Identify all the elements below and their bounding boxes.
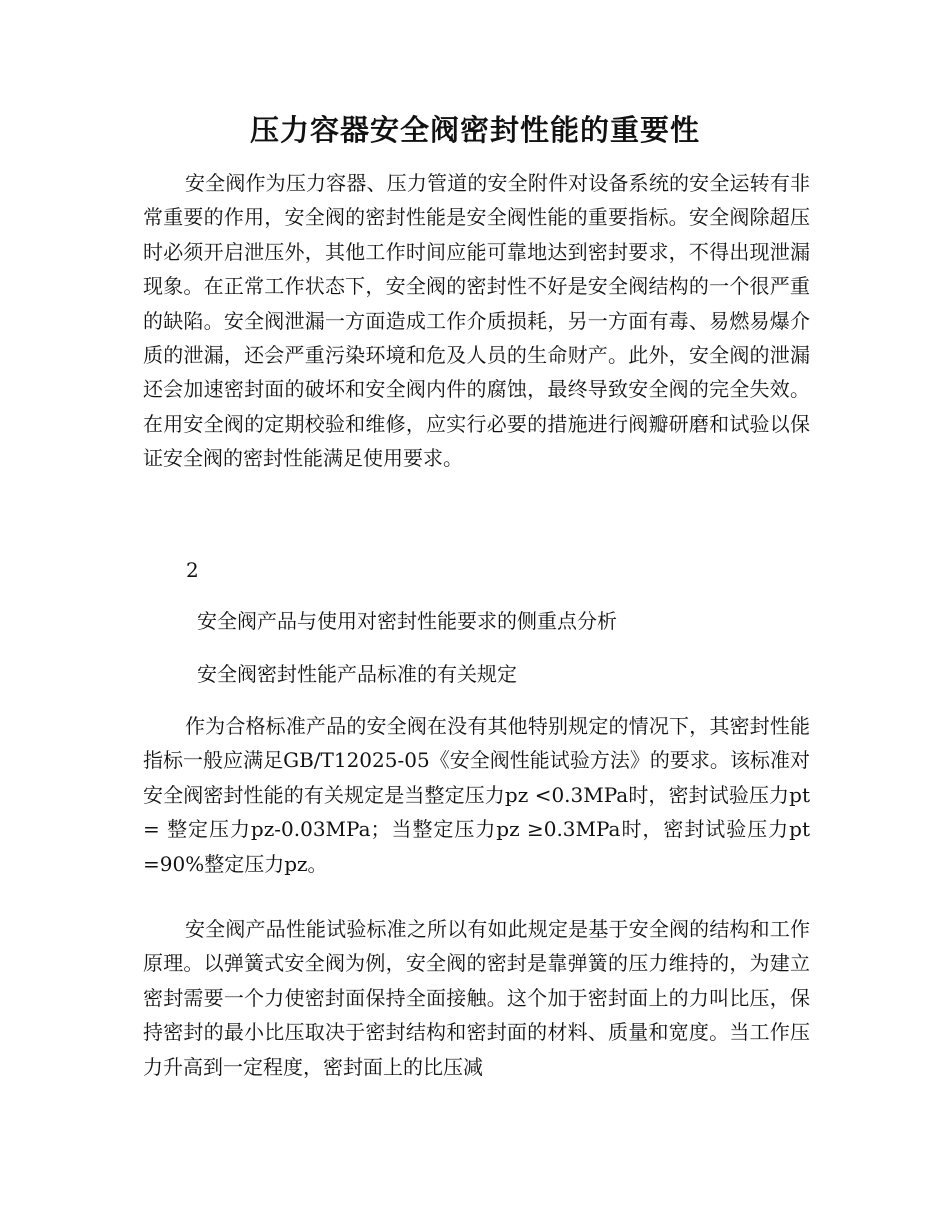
section-number: 2 [186, 558, 199, 582]
subheading-analysis: 安全阀产品与使用对密封性能要求的侧重点分析 [197, 609, 617, 633]
document-title: 压力容器安全阀密封性能的重要性 [249, 113, 700, 147]
subheading-standard: 安全阀密封性能产品标准的有关规定 [197, 662, 517, 686]
principle-paragraph: 安全阀产品性能试验标准之所以有如此规定是基于安全阀的结构和工作原理。以弹簧式安全阀为例，安全阀的密封是靠弹簧的压力维持的，为建立密封需要一个力使密封面保持全面接触。这个加于密封面上的力叫比压，保持密封的最小比压取决于密封结构和密封面的材料、质量和宽度。当工作压力升高到一定程度，密封面上的比压减 [143, 917, 810, 1079]
standard-paragraph: 作为合格标准产品的安全阀在没有其他特别规定的情况下，其密封性能指标一般应满足GB/T12025-05《安全阀性能试验方法》的要求。该标准对安全阀密封性能的有关规定是当整定压力pz <0.3MPa时，密封试验压力pt = 整定压力pz-0.03MPa；当整定压力pz ≥0.3MPa时，密封试验压力pt =90%整定压力pz。 [143, 714, 810, 876]
intro-paragraph: 安全阀作为压力容器、压力管道的安全附件对设备系统的安全运转有非常重要的作用，安全阀的密封性能是安全阀性能的重要指标。安全阀除超压时必须开启泄压外，其他工作时间应能可靠地达到密封要求，不得出现泄漏现象。在正常工作状态下，安全阀的密封性不好是安全阀结构的一个很严重的缺陷。安全阀泄漏一方面造成工作介质损耗，另一方面有毒、易燃易爆介质的泄漏，还会严重污染环境和危及人员的生命财产。此外，安全阀的泄漏还会加速密封面的破坏和安全阀内件的腐蚀，最终导致安全阀的完全失效。在用安全阀的定期校验和维修，应实行必要的措施进行阀瓣研磨和试验以保证安全阀的密封性能满足使用要求。 [143, 171, 810, 471]
